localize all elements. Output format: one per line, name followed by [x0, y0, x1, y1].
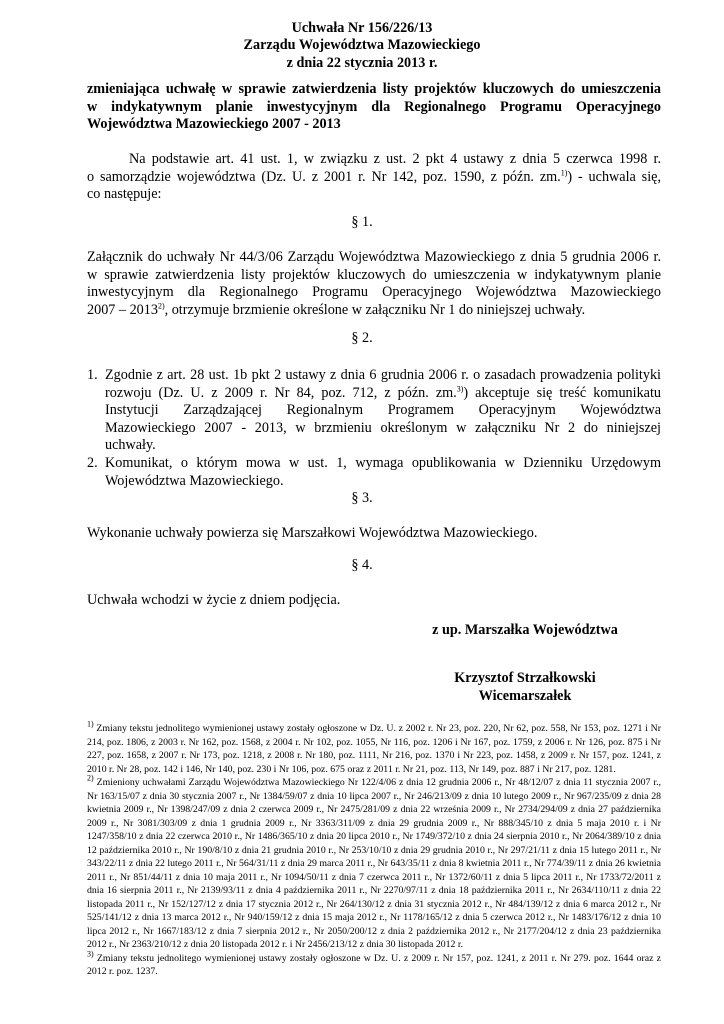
- preamble-line: co następuje:: [87, 186, 162, 203]
- footnote-ref: 3): [456, 383, 464, 393]
- resolution-number: Uchwała Nr 156/226/13: [291, 20, 433, 36]
- paragraph-text: 2007 – 2013: [87, 301, 158, 318]
- subject-line: Województwa Mazowieckiego 2007 - 2013: [87, 116, 341, 133]
- signature-authority: z up. Marszałka Województwa: [432, 622, 618, 638]
- footnote-text: Zmieniony uchwałami Zarządu Województwa Mazowieckiego Nr 122/4/06 z dnia 12 grudnia 2006 r., Nr 48/12/07 z dnia 11 stycznia 2007 r., Nr 163/15/07 z dnia 30 stycznia 2007 r., Nr 1384/59/07 z dnia 10 lipca 2007 r., Nr 246/213/09 z dnia 10 lutego 2009 r., Nr 967/235/09 z dnia 28 kwietnia 2009 r., Nr 1398/247/09 z dnia 2 czerwca 2009 r., Nr 2475/281/09 z dnia 22 września 2009 r., Nr 2734/294/09 z dnia 27 października 2009 r., Nr 3081/303/09 z dnia 1 grudnia 2009 r., Nr 3363/311/09 z dnia 29 grudnia 2009 r., Nr 888/345/10 z dnia 5 maja 2010 r. i Nr 1247/358/10 z dnia 22 czerwca 2010 r., Nr 1486/365/10 z dnia 20 lipca 2010 r., Nr 1749/372/10 z dnia 24 sierpnia 2010 r., Nr 2064/389/10 z dnia 12 października 2010 r., Nr 190/8/10 z dnia 21 grudnia 2010 r., Nr 253/10/10 z dnia 29 grudnia 2010 r., Nr 297/21/11 z dnia 15 lutego 2011 r., Nr 343/22/11 z dnia 22 lutego 2011 r., Nr 564/31/11 z dnia 29 marca 2011 r., Nr 643/35/11 z dnia 8 kwietnia 2011 r., Nr 774/39/11 z dnia 26 kwietnia 2011 r., Nr 851/44/11 z dnia 10 maja 2011 r., Nr 1094/50/11 z dnia 7 czerwca 2011 r., Nr 1372/60/11 z dnia 5 lipca 2011 r., Nr 1733/72/2011 z dnia 16 sierpnia 2011 r., Nr 2139/93/11 z dnia 4 października 2011 r., Nr 2270/97/11 z dnia 18 października 2011 r., Nr 2634/110/11 z dnia 22 listopada 2011 r., Nr 152/127/12 z dnia 17 stycznia 2012 r., Nr 264/130/12 z dnia 31 stycznia 2012 r., Nr 484/139/12 z dnia 6 marca 2012 r., Nr 525/141/12 z dnia 13 marca 2012 r., Nr 940/159/12 z dnia 15 maja 2012 r., Nr 1178/165/12 z dnia 5 czerwca 2012 r., Nr 1483/176/12 z dnia 10 lipca 2012 r., Nr 1667/183/12 z dnia 7 sierpnia 2012 r., Nr 2050/200/12 z dnia 2 października 2012 r., Nr 2177/204/12 z dnia 23 października 2012 r., Nr 2363/210/12 z dnia 20 listopada 2012 r. i Nr 2456/213/12 z dnia 30 listopada 2012 r.: [87, 777, 661, 950]
- list-item: [87, 367, 661, 455]
- list-line: uchwały.: [105, 437, 156, 454]
- footnote-1: [87, 719, 661, 776]
- preamble: [87, 151, 661, 204]
- paragraph-3: Wykonanie uchwały powierza się Marszałkowi Województwa Mazowieckiego.: [87, 525, 538, 541]
- subject-line: zmieniająca uchwałę w sprawie zatwierdzenia listy projektów kluczowych do umieszczenia: [87, 81, 661, 97]
- preamble-text: ) - uchwala się,: [567, 168, 661, 185]
- paragraph-1: [87, 249, 661, 319]
- paragraph-2-list: [87, 367, 661, 490]
- paragraph-line: w sprawie zatwierdzenia listy projektów kluczowych do umieszczenia w indykatywnym planie: [87, 266, 661, 283]
- resolution-date: z dnia 22 stycznia 2013 r.: [286, 54, 438, 71]
- footnote-2: [87, 773, 661, 952]
- preamble-line: Na podstawie art. 41 ust. 1, w związku z ust. 2 pkt 4 ustawy z dnia 5 czerwca 1998 r.: [129, 151, 661, 167]
- signatory-block: [400, 670, 650, 705]
- subject-line: w indykatywnym planie inwestycyjnym dla Regionalnego Programu Operacyjnego: [87, 98, 661, 115]
- paragraph-4: Uchwała wchodzi w życie z dniem podjęcia.: [87, 592, 341, 608]
- list-line: Zgodnie z art. 28 ust. 1b pkt 2 ustawy z dnia 6 grudnia 2006 r. o zasadach prowadzenia polityki: [105, 367, 661, 383]
- list-item: [87, 455, 661, 490]
- section-heading: § 4.: [351, 557, 373, 573]
- footnote-mark: 1): [87, 719, 94, 729]
- paragraph-line: [87, 302, 661, 320]
- preamble-line: [87, 169, 661, 187]
- issuing-body: Zarządu Województwa Mazowieckiego: [243, 37, 481, 54]
- footnote-3: [87, 949, 661, 979]
- section-heading: § 2.: [351, 330, 373, 346]
- preamble-text: o samorządzie województwa (Dz. U. z 2001 r. Nr 142, poz. 1590, z późn. zm.: [87, 168, 561, 185]
- section-heading: § 1.: [351, 214, 373, 230]
- list-line: Instytucji Zarządzającej Regionalnym Programem Operacyjnym Województwa: [105, 402, 661, 419]
- signatory-title: Wicemarszałek: [478, 687, 572, 704]
- list-text: ) akceptuje się treść komunikatu: [463, 384, 662, 401]
- list-line: Mazowieckiego 2007 - 2013, w brzmieniu określonym w załączniku Nr 2 do niniejszej: [105, 419, 661, 436]
- paragraph-line: inwestycyjnym dla Regionalnego Programu Operacyjnego Województwa Mazowieckiego: [87, 284, 661, 301]
- resolution-header: [0, 20, 724, 72]
- footnote-text: Zmiany tekstu jednolitego wymienionej ustawy zostały ogłoszone w Dz. U. z 2009 r. Nr 157, poz. 1241, z 2011 r. Nr 279. poz. 1644 oraz z 2012 r. poz. 1237.: [87, 952, 661, 977]
- footnotes: [87, 719, 661, 979]
- footnote-ref: 1): [560, 167, 568, 177]
- paragraph-text: , otrzymuje brzmienie określone w załączniku Nr 1 do niniejszej uchwały.: [164, 301, 586, 318]
- footnote-mark: 2): [87, 773, 94, 783]
- list-number: 2.: [87, 454, 98, 471]
- footnote-ref: 2): [157, 301, 165, 311]
- resolution-subject: [87, 81, 661, 134]
- footnote-mark: 3): [87, 949, 94, 959]
- footnote-text: Zmiany tekstu jednolitego wymienionej ustawy zostały ogłoszone w Dz. U. z 2002 r. Nr 23, poz. 220, Nr 62, poz. 558, Nr 153, poz. 1271 i Nr 214, poz. 1806, z 2003 r. Nr 162, poz. 1568, z 2004 r. Nr 102, poz. 1055, Nr 116, poz. 1206 i Nr 167, poz. 1759, z 2006 r. Nr 126, poz. 875 i Nr 227, poz. 1658, z 2007 r. Nr 173, poz. 1218, z 2008 r. Nr 180, poz. 1111, Nr 216, poz. 1370 i Nr 223, poz. 1458, z 2009 r. Nr 157, poz. 1241, z 2010 r. Nr 28, poz. 142 i 146, Nr 140, poz. 230 i Nr 106, poz. 675 oraz z 2011 r. Nr 21, poz. 113, Nr 149, poz. 887 i Nr 217, poz. 1281.: [87, 723, 661, 775]
- paragraph-line: Załącznik do uchwały Nr 44/3/06 Zarządu Województwa Mazowieckiego z dnia 5 grudnia 2006 r.: [87, 249, 661, 265]
- signatory-name: Krzysztof Strzałkowski: [454, 670, 596, 686]
- list-line: [105, 385, 661, 403]
- section-heading: § 3.: [351, 490, 373, 506]
- list-text: rozwoju (Dz. U. z 2009 r. Nr 84, poz. 712, z późn. zm.: [105, 384, 457, 401]
- list-line: Komunikat, o którym mowa w ust. 1, wymaga opublikowania w Dzienniku Urzędowym: [105, 454, 661, 471]
- list-line: Województwa Mazowieckiego.: [105, 472, 284, 489]
- list-number: 1.: [87, 367, 98, 383]
